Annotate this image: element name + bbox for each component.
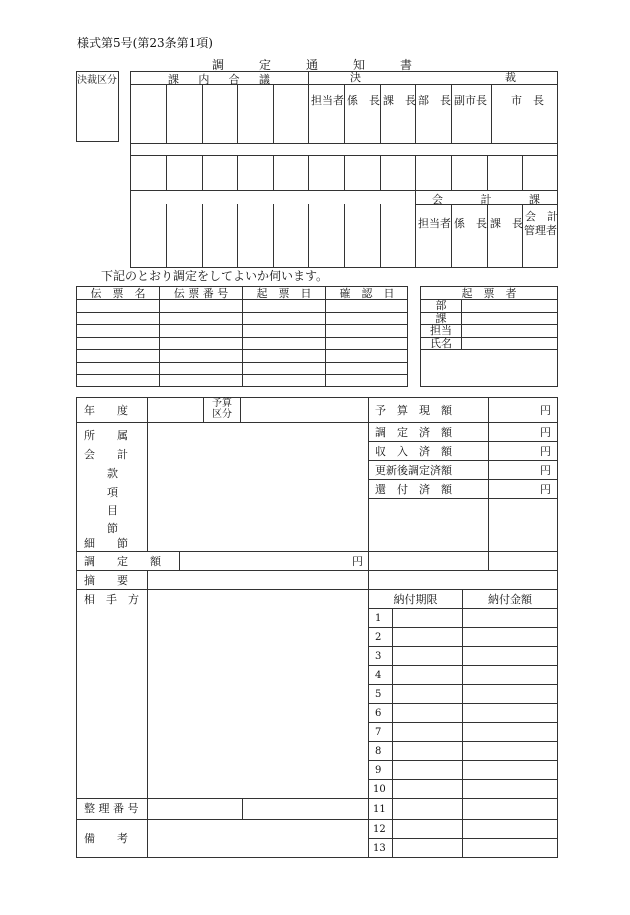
kihyosha-label-shimei: 氏名 <box>430 337 452 350</box>
chotei-gaku-label: 調 定 額 <box>84 555 161 568</box>
row-number-9: 9 <box>375 765 382 776</box>
nendo-label: 年 度 <box>84 404 128 417</box>
yen-4: 円 <box>540 464 551 477</box>
chotei-gaku-yen: 円 <box>352 555 363 568</box>
form-number-label: 様式第5号(第23条第1項) <box>77 36 213 50</box>
yen-5: 円 <box>540 483 551 496</box>
nofu-kigen-header: 納付期限 <box>393 593 438 606</box>
nofu-kingaku-header: 納付金額 <box>488 593 532 606</box>
setsu-label: 節 <box>107 522 118 535</box>
chotei-zumi-label: 調 定 済 額 <box>375 426 452 439</box>
document-title: 調 定 通 知 書 <box>212 58 412 72</box>
kanpu-zumi-label: 還 付 済 額 <box>375 483 452 496</box>
kaikei-ka-header: 会 計 課 <box>432 193 540 206</box>
kaikei-role-kakaricho: 係 長 <box>454 217 487 230</box>
kaikei-role-kacho: 課 長 <box>490 217 523 230</box>
voucher-col-name: 伝 票 名 <box>90 287 146 300</box>
kou-label: 項 <box>107 486 118 499</box>
kessai-header-1: 決 <box>350 71 361 84</box>
shozoku-label: 所 属 <box>84 429 128 442</box>
kihyosha-title: 起 票 者 <box>461 287 517 300</box>
row-number-5: 5 <box>375 689 382 700</box>
seiri-bango-label: 整 理 番 号 <box>84 802 139 815</box>
kaikei-kanrisha-2: 管理者 <box>524 224 557 237</box>
kaikei-kanrisha-1: 会 計 <box>525 210 558 223</box>
role-bucho: 部 長 <box>418 94 451 107</box>
kaikei-label: 会 計 <box>84 448 128 461</box>
yen-2: 円 <box>540 426 551 439</box>
ka-nai-gogi-header: 課 内 合 議 <box>168 73 270 86</box>
kessai-header-2: 裁 <box>505 71 516 84</box>
shunyu-zumi-label: 収 入 済 額 <box>375 445 452 458</box>
tekiyo-label: 摘 要 <box>84 574 128 587</box>
row-number-2: 2 <box>375 632 382 643</box>
kihyosha-label-tanto: 担当 <box>430 324 452 337</box>
chotei-gaku-input[interactable] <box>180 552 367 569</box>
yen-3: 円 <box>540 445 551 458</box>
row-number-4: 4 <box>375 670 382 681</box>
voucher-col-number: 伝 票 番 号 <box>173 287 229 300</box>
kessai-kubun-label: 決裁区分 <box>77 75 117 86</box>
yosan-kubun-label-2: 区分 <box>212 409 232 420</box>
row-number-7: 7 <box>375 727 382 738</box>
yosan-kubun-label-1: 予算 <box>212 398 232 409</box>
role-kacho: 課 長 <box>383 94 416 107</box>
role-tantosha: 担当者 <box>311 94 344 107</box>
role-kakaricho: 係 長 <box>347 94 380 107</box>
yen-1: 円 <box>540 404 551 417</box>
row-number-3: 3 <box>375 651 382 662</box>
kihyosha-label-bu: 部 <box>435 299 447 312</box>
saisetsu-label: 細 節 <box>84 537 128 550</box>
row-number-10: 10 <box>373 784 386 795</box>
yosan-gengaku-label: 予 算 現 額 <box>375 404 452 417</box>
row-number-13: 13 <box>373 843 386 854</box>
biko-label: 備 考 <box>84 832 128 845</box>
row-number-6: 6 <box>375 708 382 719</box>
kihyosha-label-ka: 課 <box>435 312 447 325</box>
moku-label: 目 <box>107 504 118 517</box>
voucher-col-confirm: 確 認 日 <box>339 287 395 300</box>
kaikei-role-tantosha: 担当者 <box>418 217 451 230</box>
kan-label: 款 <box>107 467 118 480</box>
row-number-8: 8 <box>375 746 382 757</box>
row-number-1: 1 <box>375 613 382 624</box>
voucher-col-date: 起 票 日 <box>256 287 312 300</box>
row-number-12: 12 <box>373 824 386 835</box>
role-shicho: 市 長 <box>511 94 544 107</box>
request-text: 下記のとおり調定をしてよいか伺います。 <box>101 269 329 283</box>
row-number-11: 11 <box>373 804 386 815</box>
role-fukushicho: 副市長 <box>454 94 487 107</box>
koshingo-chotei-label: 更新後調定済額 <box>375 464 452 477</box>
aitegata-label: 相 手 方 <box>84 593 139 606</box>
